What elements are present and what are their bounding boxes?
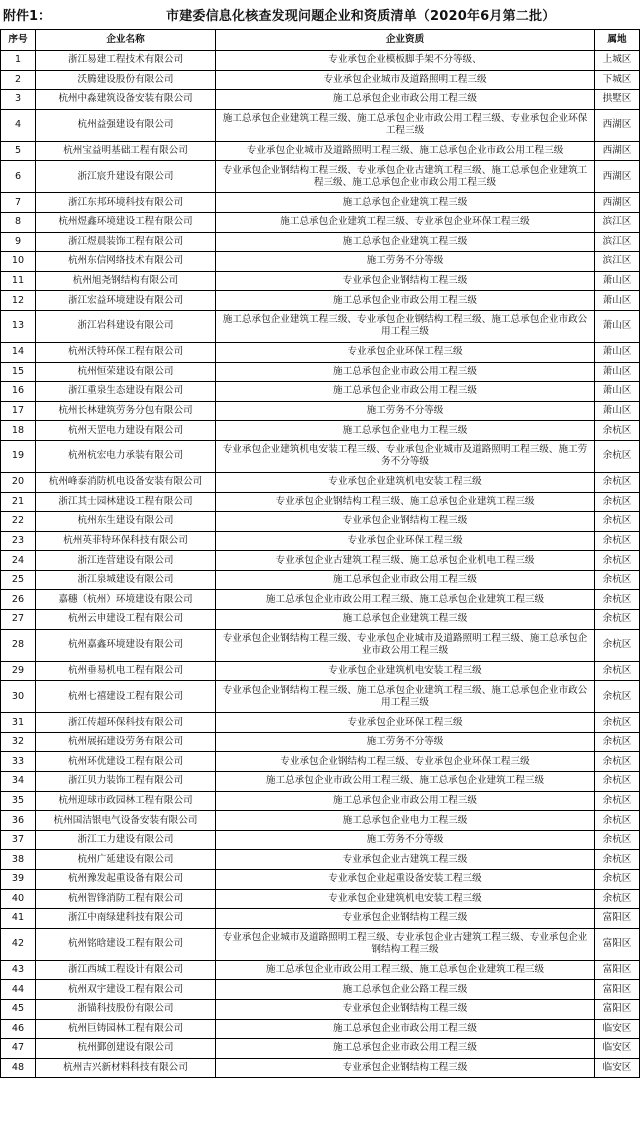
district: 余杭区 — [595, 472, 640, 492]
company-name: 浙江泉城建设有限公司 — [36, 570, 216, 590]
company-name: 杭州云申建设工程有限公司 — [36, 610, 216, 630]
row-number: 11 — [1, 271, 36, 291]
row-number: 8 — [1, 212, 36, 232]
company-name: 杭州豫发起重设备有限公司 — [36, 870, 216, 890]
company-name: 浙锚科技股份有限公司 — [36, 999, 216, 1019]
company-name: 杭州煜鑫环境建设工程有限公司 — [36, 212, 216, 232]
table-row — [1, 531, 640, 551]
company-name: 杭州广延建设有限公司 — [36, 850, 216, 870]
table-row — [1, 382, 640, 402]
district: 萧山区 — [595, 362, 640, 382]
table-row — [1, 811, 640, 831]
company-name: 杭州英菲特环保科技有限公司 — [36, 531, 216, 551]
district: 临安区 — [595, 1019, 640, 1039]
qualification-text: 施工总承包企业市政公用工程三级、施工总承包企业建筑工程三级 — [216, 960, 595, 980]
table-row — [1, 492, 640, 512]
row-number: 40 — [1, 889, 36, 909]
qualification-text: 施工总承包企业建筑工程三级 — [216, 610, 595, 630]
qualification-text: 施工总承包企业市政公用工程三级、施工总承包企业建筑工程三级 — [216, 590, 595, 610]
company-name: 浙江煜晨装饰工程有限公司 — [36, 232, 216, 252]
qualification-text: 专业承包企业钢结构工程三级 — [216, 999, 595, 1019]
company-name: 杭州恒荣建设有限公司 — [36, 362, 216, 382]
district: 余杭区 — [595, 772, 640, 792]
qualification-text: 专业承包企业钢结构工程三级 — [216, 909, 595, 929]
qualification-text: 施工总承包企业市政公用工程三级 — [216, 791, 595, 811]
table-row — [1, 928, 640, 960]
district: 余杭区 — [595, 850, 640, 870]
qualification-text: 专业承包企业起重设备安装工程三级 — [216, 870, 595, 890]
table-row — [1, 310, 640, 342]
table-row — [1, 401, 640, 421]
qualification-text: 专业承包企业钢结构工程三级、施工总承包企业建筑工程三级 — [216, 492, 595, 512]
table-row — [1, 472, 640, 492]
qualification-text: 施工总承包企业市政公用工程三级 — [216, 382, 595, 402]
company-name: 杭州中淼建筑设备安装有限公司 — [36, 90, 216, 110]
row-number: 23 — [1, 531, 36, 551]
company-name: 杭州长林建筑劳务分包有限公司 — [36, 401, 216, 421]
row-number: 33 — [1, 752, 36, 772]
district: 余杭区 — [595, 870, 640, 890]
company-name: 嘉穗（杭州）环境建设有限公司 — [36, 590, 216, 610]
table-row — [1, 342, 640, 362]
company-name: 杭州迎球市政园林工程有限公司 — [36, 791, 216, 811]
district: 西湖区 — [595, 161, 640, 193]
table-row — [1, 661, 640, 681]
district: 余杭区 — [595, 421, 640, 441]
qualification-text: 专业承包企业古建筑工程三级 — [216, 850, 595, 870]
qualification-text: 专业承包企业建筑机电安装工程三级、专业承包企业城市及道路照明工程三级、施工劳务不分等级 — [216, 440, 595, 472]
row-number: 47 — [1, 1039, 36, 1059]
district: 下城区 — [595, 70, 640, 90]
company-name: 杭州吉兴新材料科技有限公司 — [36, 1058, 216, 1078]
table-row — [1, 1039, 640, 1059]
qualification-text: 专业承包企业钢结构工程三级、专业承包企业古建筑工程三级、施工总承包企业建筑工程三级、施工总承包企业市政公用工程三级 — [216, 161, 595, 193]
company-name: 浙江传超环保科技有限公司 — [36, 713, 216, 733]
table-row — [1, 713, 640, 733]
district: 萧山区 — [595, 291, 640, 311]
district: 余杭区 — [595, 830, 640, 850]
qualification-text: 施工总承包企业电力工程三级 — [216, 811, 595, 831]
company-name: 杭州展拓建设劳务有限公司 — [36, 732, 216, 752]
district: 萧山区 — [595, 310, 640, 342]
row-number: 32 — [1, 732, 36, 752]
qualification-text: 专业承包企业钢结构工程三级、专业承包企业环保工程三级 — [216, 752, 595, 772]
district: 西湖区 — [595, 193, 640, 213]
row-number: 30 — [1, 681, 36, 713]
company-name: 杭州巨铸园林工程有限公司 — [36, 1019, 216, 1039]
qualification-text: 施工总承包企业市政公用工程三级 — [216, 90, 595, 110]
qualification-text: 施工劳务不分等级 — [216, 830, 595, 850]
qualification-text: 专业承包企业城市及道路照明工程三级、专业承包企业古建筑工程三级、专业承包企业钢结构工程三级 — [216, 928, 595, 960]
table-row — [1, 141, 640, 161]
district: 余杭区 — [595, 752, 640, 772]
company-name: 杭州鄞创建设有限公司 — [36, 1039, 216, 1059]
row-number: 44 — [1, 980, 36, 1000]
district: 富阳区 — [595, 960, 640, 980]
company-name: 杭州旭尧钢结构有限公司 — [36, 271, 216, 291]
row-number: 3 — [1, 90, 36, 110]
company-name: 浙江贝力装饰工程有限公司 — [36, 772, 216, 792]
district: 余杭区 — [595, 440, 640, 472]
district: 余杭区 — [595, 610, 640, 630]
district: 余杭区 — [595, 681, 640, 713]
qualification-text: 专业承包企业钢结构工程三级、专业承包企业城市及道路照明工程三级、施工总承包企业市政公用工程三级 — [216, 629, 595, 661]
qualification-text: 专业承包企业环保工程三级 — [216, 531, 595, 551]
company-name: 杭州东信网络技术有限公司 — [36, 252, 216, 272]
district: 拱墅区 — [595, 90, 640, 110]
table-row — [1, 109, 640, 141]
row-number: 25 — [1, 570, 36, 590]
qualification-text: 施工总承包企业市政公用工程三级、施工总承包企业建筑工程三级 — [216, 772, 595, 792]
table-row — [1, 212, 640, 232]
row-number: 26 — [1, 590, 36, 610]
company-name: 杭州沃特环保工程有限公司 — [36, 342, 216, 362]
row-number: 48 — [1, 1058, 36, 1078]
qualification-text: 施工总承包企业建筑工程三级 — [216, 193, 595, 213]
company-name: 浙江工力建设有限公司 — [36, 830, 216, 850]
district: 萧山区 — [595, 401, 640, 421]
table-row — [1, 440, 640, 472]
district: 余杭区 — [595, 889, 640, 909]
district: 余杭区 — [595, 570, 640, 590]
district: 富阳区 — [595, 999, 640, 1019]
company-name: 杭州东生建设有限公司 — [36, 512, 216, 532]
table-row — [1, 362, 640, 382]
row-number: 38 — [1, 850, 36, 870]
row-number: 42 — [1, 928, 36, 960]
header-company-name: 企业名称 — [36, 30, 216, 51]
qualification-text: 专业承包企业钢结构工程三级 — [216, 271, 595, 291]
table-row — [1, 980, 640, 1000]
qualification-text: 专业承包企业建筑机电安装工程三级 — [216, 661, 595, 681]
district: 余杭区 — [595, 713, 640, 733]
table-row — [1, 291, 640, 311]
table-row — [1, 1058, 640, 1078]
row-number: 39 — [1, 870, 36, 890]
qualification-text: 施工总承包企业公路工程三级 — [216, 980, 595, 1000]
table-row — [1, 161, 640, 193]
table-row — [1, 830, 640, 850]
qualification-text: 专业承包企业建筑机电安装工程三级 — [216, 889, 595, 909]
row-number: 1 — [1, 51, 36, 71]
row-number: 17 — [1, 401, 36, 421]
qualification-text: 专业承包企业环保工程三级 — [216, 713, 595, 733]
row-number: 6 — [1, 161, 36, 193]
row-number: 37 — [1, 830, 36, 850]
qualification-text: 施工总承包企业市政公用工程三级 — [216, 291, 595, 311]
table-row — [1, 850, 640, 870]
row-number: 36 — [1, 811, 36, 831]
qualification-text: 施工劳务不分等级 — [216, 401, 595, 421]
qualification-text: 施工总承包企业建筑工程三级、专业承包企业环保工程三级 — [216, 212, 595, 232]
qualification-text: 施工总承包企业市政公用工程三级 — [216, 1039, 595, 1059]
row-number: 15 — [1, 362, 36, 382]
table-body — [1, 51, 640, 1078]
row-number: 19 — [1, 440, 36, 472]
table-row — [1, 629, 640, 661]
table-row — [1, 999, 640, 1019]
row-number: 20 — [1, 472, 36, 492]
company-name: 杭州峰泰消防机电设备安装有限公司 — [36, 472, 216, 492]
company-name: 杭州双宇建设工程有限公司 — [36, 980, 216, 1000]
qualification-text: 施工劳务不分等级 — [216, 732, 595, 752]
table-row — [1, 551, 640, 571]
district: 富阳区 — [595, 928, 640, 960]
district: 富阳区 — [595, 980, 640, 1000]
company-name: 浙江连营建设有限公司 — [36, 551, 216, 571]
qualification-text: 专业承包企业古建筑工程三级、施工总承包企业机电工程三级 — [216, 551, 595, 571]
row-number: 46 — [1, 1019, 36, 1039]
row-number: 16 — [1, 382, 36, 402]
district: 西湖区 — [595, 141, 640, 161]
company-name: 杭州国洁银电气设备安装有限公司 — [36, 811, 216, 831]
header-qualification: 企业资质 — [216, 30, 595, 51]
company-name: 沃腾建设股份有限公司 — [36, 70, 216, 90]
table-row — [1, 252, 640, 272]
table-row — [1, 610, 640, 630]
qualification-text: 专业承包企业城市及道路照明工程三级、施工总承包企业市政公用工程三级 — [216, 141, 595, 161]
table-row — [1, 232, 640, 252]
row-number: 29 — [1, 661, 36, 681]
district: 上城区 — [595, 51, 640, 71]
qualification-text: 专业承包企业建筑机电安装工程三级 — [216, 472, 595, 492]
header-no: 序号 — [1, 30, 36, 51]
company-name: 浙江其士园林建设工程有限公司 — [36, 492, 216, 512]
row-number: 5 — [1, 141, 36, 161]
row-number: 43 — [1, 960, 36, 980]
district: 余杭区 — [595, 661, 640, 681]
row-number: 2 — [1, 70, 36, 90]
company-name: 杭州嘉鑫环境建设有限公司 — [36, 629, 216, 661]
row-number: 27 — [1, 610, 36, 630]
qualification-text: 专业承包企业钢结构工程三级 — [216, 512, 595, 532]
document-header — [0, 0, 640, 30]
table-row — [1, 870, 640, 890]
table-row — [1, 590, 640, 610]
district: 余杭区 — [595, 590, 640, 610]
qualification-text: 施工总承包企业市政公用工程三级 — [216, 1019, 595, 1039]
district: 余杭区 — [595, 732, 640, 752]
company-name: 杭州环优建设工程有限公司 — [36, 752, 216, 772]
district: 西湖区 — [595, 109, 640, 141]
qualification-text: 施工总承包企业市政公用工程三级 — [216, 362, 595, 382]
qualification-text: 施工总承包企业建筑工程三级、专业承包企业钢结构工程三级、施工总承包企业市政公用工程三级 — [216, 310, 595, 342]
table-row — [1, 51, 640, 71]
company-name: 浙江宸升建设有限公司 — [36, 161, 216, 193]
district: 萧山区 — [595, 342, 640, 362]
district: 临安区 — [595, 1058, 640, 1078]
company-name: 杭州益强建设有限公司 — [36, 109, 216, 141]
company-name: 杭州宝益明基础工程有限公司 — [36, 141, 216, 161]
table-row — [1, 752, 640, 772]
table-row — [1, 421, 640, 441]
row-number: 21 — [1, 492, 36, 512]
qualification-text: 专业承包企业钢结构工程三级、施工总承包企业建筑工程三级、施工总承包企业市政公用工程三级 — [216, 681, 595, 713]
table-row — [1, 512, 640, 532]
table-row — [1, 732, 640, 752]
row-number: 9 — [1, 232, 36, 252]
company-name: 杭州天罡电力建设有限公司 — [36, 421, 216, 441]
row-number: 14 — [1, 342, 36, 362]
row-number: 18 — [1, 421, 36, 441]
row-number: 41 — [1, 909, 36, 929]
table-row — [1, 271, 640, 291]
qualification-text: 专业承包企业钢结构工程三级 — [216, 1058, 595, 1078]
table-row — [1, 889, 640, 909]
attachment-label: 附件1： — [3, 9, 52, 24]
header-district: 属地 — [595, 30, 640, 51]
row-number: 4 — [1, 109, 36, 141]
company-name: 浙江中南绿建科技有限公司 — [36, 909, 216, 929]
company-name: 浙江易建工程技术有限公司 — [36, 51, 216, 71]
company-name: 浙江宏益环境建设有限公司 — [36, 291, 216, 311]
company-name: 杭州铭晗建设工程有限公司 — [36, 928, 216, 960]
company-name: 浙江岩科建设有限公司 — [36, 310, 216, 342]
table-row — [1, 70, 640, 90]
qualification-text: 专业承包企业城市及道路照明工程三级 — [216, 70, 595, 90]
row-number: 22 — [1, 512, 36, 532]
table-row — [1, 1019, 640, 1039]
row-number: 31 — [1, 713, 36, 733]
district: 余杭区 — [595, 512, 640, 532]
qualification-text: 施工总承包企业电力工程三级 — [216, 421, 595, 441]
row-number: 35 — [1, 791, 36, 811]
district: 滨江区 — [595, 252, 640, 272]
company-name: 浙江西城工程设计有限公司 — [36, 960, 216, 980]
qualification-text: 施工总承包企业建筑工程三级、施工总承包企业市政公用工程三级、专业承包企业环保工程三级 — [216, 109, 595, 141]
table-row — [1, 570, 640, 590]
company-name: 杭州杭宏电力承装有限公司 — [36, 440, 216, 472]
enterprise-qualification-table — [0, 29, 640, 1078]
district: 余杭区 — [595, 791, 640, 811]
company-name: 杭州智锋消防工程有限公司 — [36, 889, 216, 909]
qualification-text: 施工总承包企业建筑工程三级 — [216, 232, 595, 252]
district: 临安区 — [595, 1039, 640, 1059]
district: 余杭区 — [595, 531, 640, 551]
qualification-text: 施工总承包企业市政公用工程三级 — [216, 570, 595, 590]
district: 富阳区 — [595, 909, 640, 929]
table-row — [1, 681, 640, 713]
row-number: 7 — [1, 193, 36, 213]
table-row — [1, 90, 640, 110]
company-name: 浙江重泉生态建设有限公司 — [36, 382, 216, 402]
district: 余杭区 — [595, 629, 640, 661]
company-name: 杭州七禧建设工程有限公司 — [36, 681, 216, 713]
district: 余杭区 — [595, 492, 640, 512]
row-number: 28 — [1, 629, 36, 661]
page-title: 市建委信息化核查发现问题企业和资质清单（2020年6月第二批） — [166, 9, 556, 24]
row-number: 10 — [1, 252, 36, 272]
row-number: 24 — [1, 551, 36, 571]
district: 余杭区 — [595, 551, 640, 571]
district: 萧山区 — [595, 382, 640, 402]
table-row — [1, 772, 640, 792]
qualification-text: 施工劳务不分等级 — [216, 252, 595, 272]
qualification-text: 专业承包企业模板脚手架不分等级、 — [216, 51, 595, 71]
table-row — [1, 909, 640, 929]
district: 滨江区 — [595, 212, 640, 232]
qualification-text: 专业承包企业环保工程三级 — [216, 342, 595, 362]
table-header-row — [1, 30, 640, 51]
district: 萧山区 — [595, 271, 640, 291]
table-row — [1, 960, 640, 980]
company-name: 浙江东邦环境科技有限公司 — [36, 193, 216, 213]
row-number: 13 — [1, 310, 36, 342]
district: 滨江区 — [595, 232, 640, 252]
company-name: 杭州垂易机电工程有限公司 — [36, 661, 216, 681]
row-number: 45 — [1, 999, 36, 1019]
table-row — [1, 193, 640, 213]
table-row — [1, 791, 640, 811]
row-number: 12 — [1, 291, 36, 311]
row-number: 34 — [1, 772, 36, 792]
district: 余杭区 — [595, 811, 640, 831]
